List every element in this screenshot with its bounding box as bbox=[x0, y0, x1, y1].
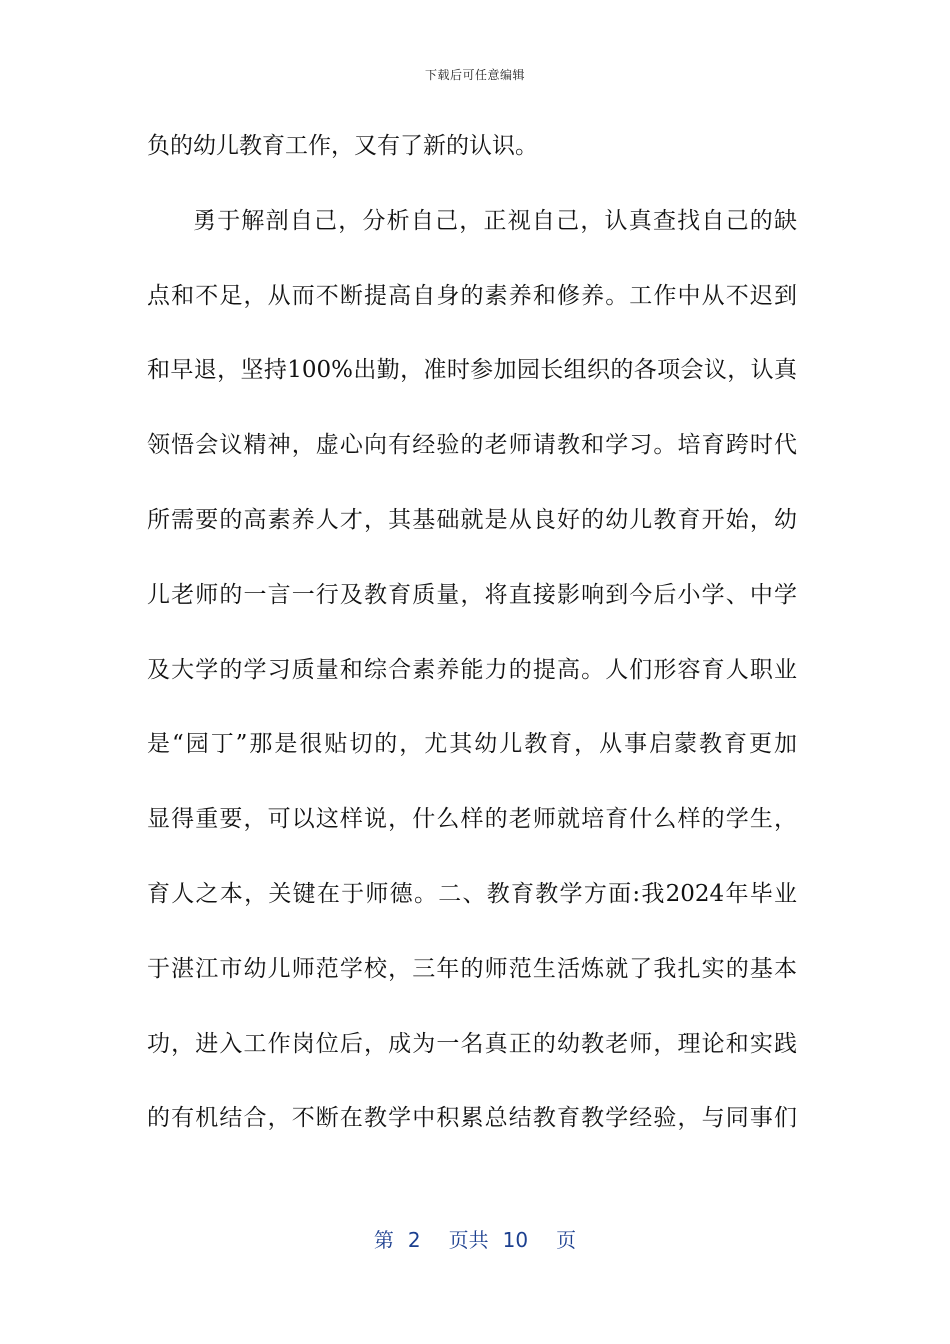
text-line: 点和不足，从而不断提高自身的素养和修养。工作中从不迟到 bbox=[147, 282, 797, 309]
footer-suffix: 页 bbox=[556, 1228, 577, 1252]
footer-middle: 页共 bbox=[448, 1228, 489, 1252]
body-text bbox=[147, 126, 797, 1173]
text-line: 育人之本，关键在于师德。二、教育教学方面:我2024年毕业 bbox=[147, 880, 797, 907]
footer-page-number: 2 bbox=[407, 1228, 421, 1252]
header-note: 下载后可任意编辑 bbox=[424, 68, 525, 82]
text-line: 领悟会议精神，虚心向有经验的老师请教和学习。培育跨时代 bbox=[147, 432, 797, 459]
text-line: 勇于解剖自己，分析自己，正视自己，认真查找自己的缺 bbox=[193, 207, 797, 234]
text-line: 显得重要，可以这样说，什么样的老师就培育什么样的学生， bbox=[147, 806, 797, 833]
text-line: 和早退，坚持100%出勤，准时参加园长组织的各项会议，认真 bbox=[147, 357, 797, 384]
text-line: 功，进入工作岗位后，成为一名真正的幼教老师，理论和实践 bbox=[147, 1030, 797, 1057]
page-footer bbox=[0, 1224, 950, 1253]
text-line: 负的幼儿教育工作，又有了新的认识。 bbox=[147, 133, 538, 159]
footer-prefix: 第 bbox=[373, 1228, 394, 1252]
footer-total-pages: 10 bbox=[502, 1228, 529, 1252]
text-line: 儿老师的一言一行及教育质量，将直接影响到今后小学、中学 bbox=[147, 581, 797, 608]
text-line: 于湛江市幼儿师范学校，三年的师范生活炼就了我扎实的基本 bbox=[147, 955, 797, 982]
text-line: 及大学的学习质量和综合素养能力的提高。人们形容育人职业 bbox=[147, 656, 797, 683]
text-line: 的有机结合，不断在教学中积累总结教育教学经验，与同事们 bbox=[147, 1105, 797, 1132]
text-line: 是“园丁”那是很贴切的，尤其幼儿教育，从事启蒙教育更加 bbox=[147, 731, 797, 758]
text-line: 所需要的高素养人才，其基础就是从良好的幼儿教育开始，幼 bbox=[147, 506, 797, 533]
